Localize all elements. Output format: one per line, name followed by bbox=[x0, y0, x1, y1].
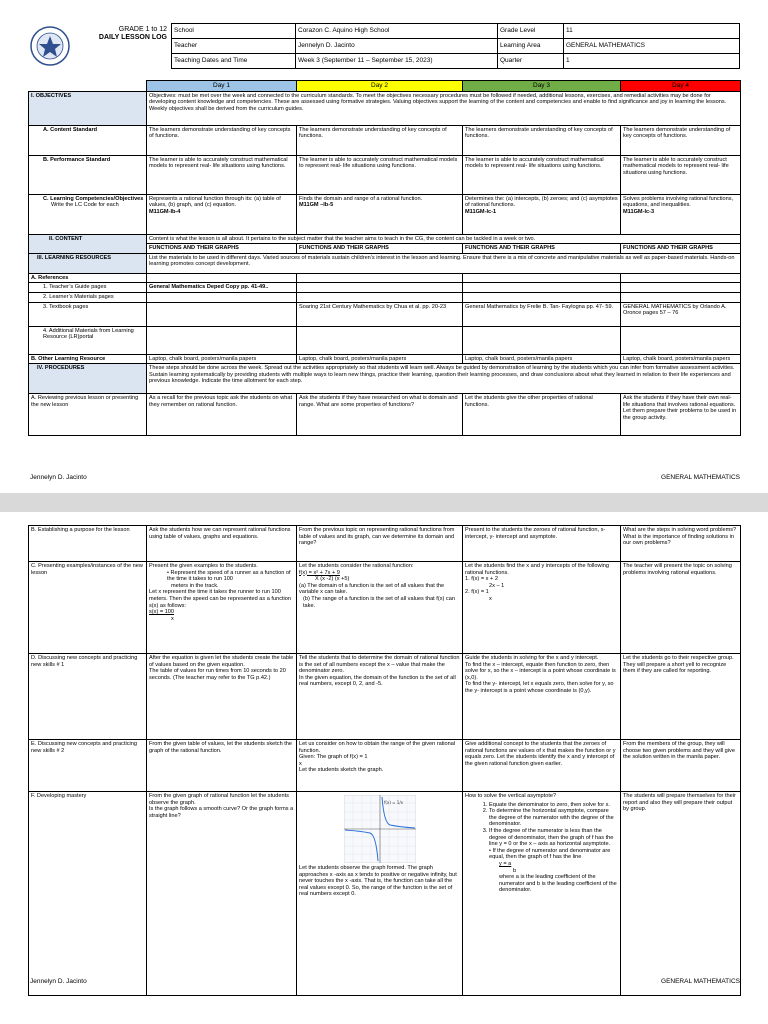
procedure-b-label: B. Establishing a purpose for the lesson bbox=[29, 526, 147, 562]
reciprocal-function-graph bbox=[344, 795, 416, 863]
procedure-c-day-3 bbox=[463, 562, 621, 654]
grade-range: GRADE 1 to 12 bbox=[118, 26, 167, 33]
value-quarter: 1 bbox=[564, 54, 740, 69]
additional-materials-day-3 bbox=[463, 326, 621, 354]
label-grade-level: Grade Level bbox=[498, 24, 564, 39]
procedure-f-day-1: From the given graph of rational function let the students observe the graph. Is the graph follows a smooth curve? Or the graph forms a straight line? bbox=[147, 792, 297, 996]
f2-text: Let the students observe the graph formed. The graph approaches x -axis as x tends to positive or negative infinity, but never touches the x -axis. That is, the function can take all the real values except 0. So, the range of the function is the set of real numbers except 0. bbox=[299, 865, 457, 898]
procedure-e-day-3: Give additional concept to the students that the zeroes of rational functions are values of x that makes the function or y equals zero. Let the students identify the x and y intercept of the given rational function given earlier. bbox=[463, 740, 621, 792]
additional-materials-day-1 bbox=[147, 326, 297, 354]
c3-func-2: 2. f(x) = 1 bbox=[465, 589, 489, 596]
footer-teacher: Jennelyn D. Jacinto bbox=[30, 978, 87, 985]
procedure-a-day-3: Let the students give the other properties of rational functions. bbox=[463, 394, 621, 436]
c2-equation: f(x) = x² + 7x + 9 bbox=[299, 569, 340, 576]
other-resources-row bbox=[29, 354, 741, 364]
value-grade-level: 11 bbox=[564, 24, 740, 39]
references-row bbox=[29, 273, 741, 283]
procedure-d-day-3: Guide the students in solving for the x and y intercept. To find the x – intercept, equate then function to zero, then solve for x, so the x – intercept is a point whose coordinate is (x,0). To find the y- intercept, let x equals zero, then solve for y, so the y- intercept is a point whose coordinate is (0,y). bbox=[463, 654, 621, 740]
content-topic-day-3: FUNCTIONS AND THEIR GRAPHS bbox=[463, 244, 621, 254]
objectives-row bbox=[29, 91, 741, 125]
page-1 bbox=[0, 0, 768, 493]
textbook-row bbox=[29, 302, 741, 326]
additional-materials-label: 4. Additional Materials from Learning Resource (LR)portal bbox=[29, 326, 147, 354]
c1-intro: Present the given examples to the students. bbox=[149, 563, 258, 569]
references-day-3 bbox=[463, 273, 621, 283]
competency-code: M11GM-Ic-3 bbox=[623, 208, 655, 215]
resources-title: III. LEARNING RESOURCES bbox=[29, 253, 147, 273]
content-standard-day-2: The learners demonstrate understanding of key concepts of functions. bbox=[297, 125, 463, 155]
teachers-guide-day-3 bbox=[463, 283, 621, 293]
day-3-header: Day 3 bbox=[463, 81, 621, 92]
learners-materials-day-4 bbox=[621, 293, 741, 303]
grade-block bbox=[72, 23, 171, 69]
asymptote-step: 3. If the degree of the numerator is less than the degree of denominator, then the graph of f has the line y = 0 or the x – axis as horizontal asymptote. bbox=[489, 828, 618, 848]
c3-func-1-den: 2x – 1 bbox=[489, 582, 505, 589]
performance-standard-row bbox=[29, 155, 741, 194]
label-learning-area: Learning Area bbox=[498, 39, 564, 54]
f3-bullet: • If the degree of numerator and denominator are equal, then the graph of f has the line bbox=[489, 847, 611, 861]
header-row-teacher bbox=[172, 39, 740, 54]
log-title: DAILY LESSON LOG bbox=[98, 34, 167, 42]
procedure-d-day-1: After the equation is given let the students create the table of values based on the given equation. The table of values for run times from 10 seconds to 20 seconds. (The teacher may refer to the TG p.42.) bbox=[147, 654, 297, 740]
performance-standard-label: B. Performance Standard bbox=[29, 155, 147, 194]
teachers-guide-day-1: General Mathematics Deped Copy pp. 41-49.. bbox=[147, 283, 297, 293]
textbook-day-3: General Mathematics by Frelie B. Tan- Faylogna pp. 47- 59. bbox=[463, 302, 621, 326]
value-teacher: Jennelyn D. Jacinto bbox=[296, 39, 498, 54]
asymptote-step: 1. Equate the denominator to zero, then solve for x. bbox=[489, 802, 618, 809]
lesson-table-page-1 bbox=[28, 80, 741, 436]
asymptote-step: 2. To determine the horizontal asymptote, compare the degree of the numerator with the degree of the denominator. bbox=[489, 808, 618, 828]
objectives-text: Objectives: must be met over the week and connected to the curriculum standards. To meet the objectives necessary procedures must be followed if needed, additional lessons, exercises, and remedial activities may be done for developing content knowledge and competencies. These are assessed using formative strategies. Valuing objectives support the learning of the content and competencies and enable to find significance and joy in learning the lessons. Weekly objectives shall be derived from the curriculum guides. bbox=[147, 91, 741, 125]
f3-intro: How to solve the vertical asymptote? bbox=[465, 793, 557, 799]
c3-func-1: 1. f(x) = x + 2 bbox=[465, 576, 498, 583]
value-dates: Week 3 (September 11 – September 15, 2023) bbox=[296, 54, 498, 69]
competencies-sublabel: Write the LC Code for each bbox=[51, 202, 119, 209]
procedure-b-day-4: What are the steps in solving word problems? What is the importance of finding solutions in our own problems? bbox=[621, 526, 741, 562]
performance-standard-day-4: The learner is able to accurately construct mathematical models to represent real- life situations using functions. bbox=[621, 155, 741, 194]
procedure-d-row bbox=[29, 654, 741, 740]
c1-equation: s(x) = 100 bbox=[149, 609, 175, 616]
learners-materials-day-3 bbox=[463, 293, 621, 303]
graph-label: f(x) = 1/x bbox=[383, 800, 403, 805]
f3-equation: y = a bbox=[499, 860, 512, 867]
competencies-day-1 bbox=[147, 194, 297, 234]
asymptote-steps bbox=[465, 802, 618, 848]
textbook-day-4: GENERAL MATHEMATICS by Orlando A. Oronce pages 57 – 76 bbox=[621, 302, 741, 326]
day-header-row bbox=[29, 81, 741, 92]
competencies-day-3 bbox=[463, 194, 621, 234]
objectives-title: I. OBJECTIVES bbox=[29, 91, 147, 125]
learners-materials-day-1 bbox=[147, 293, 297, 303]
content-standard-day-4: The learners demonstrate understanding of key concepts of functions. bbox=[621, 125, 741, 155]
procedure-d-label: D. Discussing new concepts and practicing new skills # 1 bbox=[29, 654, 147, 740]
c1-bullet-text: Represent the speed of a runner as a function of the time it takes to run 100 bbox=[167, 569, 291, 583]
c1-bullet: • Represent the speed of a runner as a function of the time it takes to run 100 bbox=[167, 569, 291, 583]
procedure-e-row bbox=[29, 740, 741, 792]
competency-text: Solves problems involving rational functions, equations, and inequalities. bbox=[623, 195, 734, 209]
performance-standard-day-3: The learner is able to accurately construct mathematical models to represent real- life situations using functions. bbox=[463, 155, 621, 194]
competency-text: Determines the: (a) intercepts, (b) zeroes; and (c) asymptotes of rational functions. bbox=[465, 195, 618, 209]
procedures-text: These steps should be done across the week. Spread out the activities appropriately so that students will learn well. Always be guided by demonstration of learning by the students which you can infer from formative assessment activities. Sustain learning systematically by providing students with multiple ways to learn new things, practice their learning, question their learning processes, and draw conclusions about what they learned in relation to their life experiences and previous knowledge. Indicate the time allotment for each step. bbox=[147, 364, 741, 394]
lesson-table-page-2 bbox=[28, 525, 741, 996]
content-topic-day-2: FUNCTIONS AND THEIR GRAPHS bbox=[297, 244, 463, 254]
competencies-row bbox=[29, 194, 741, 234]
c2-range: (b) The range of a function is the set of all values that f(x) can take. bbox=[303, 595, 455, 609]
procedure-b-day-1: Ask the students how we can represent rational functions using table of values, graphs and equations. bbox=[147, 526, 297, 562]
procedure-f-day-4: The students will prepare themselves for their report and also they will prepare their output by group. bbox=[621, 792, 741, 996]
procedure-a-row bbox=[29, 394, 741, 436]
procedure-e-day-4: From the members of the group, they will choose two given problems and they will give the solution written in the manila paper. bbox=[621, 740, 741, 792]
procedure-f-day-2 bbox=[297, 792, 463, 996]
performance-standard-day-1: The learner is able to accurately construct mathematical models to represent real- life situations using functions. bbox=[147, 155, 297, 194]
c3-func-2-den: x bbox=[489, 595, 492, 602]
procedure-a-day-2: Ask the students if they have researched on what is domain and range. What are some properties of functions? bbox=[297, 394, 463, 436]
procedure-d-day-4: Let the students go to their respective group. They will prepare a short yell to recognize them if they are called for reporting. bbox=[621, 654, 741, 740]
content-standard-day-3: The learners demonstrate understanding of key concepts of functions. bbox=[463, 125, 621, 155]
footer-subject: GENERAL MATHEMATICS bbox=[661, 978, 740, 985]
other-resources-day-2: Laptop, chalk board, posters/manila papers bbox=[297, 354, 463, 364]
header-row-school bbox=[172, 24, 740, 39]
learners-materials-row bbox=[29, 293, 741, 303]
procedure-b-row bbox=[29, 526, 741, 562]
competency-code: M11GM –Ib-5 bbox=[299, 202, 334, 209]
content-topic-day-1: FUNCTIONS AND THEIR GRAPHS bbox=[147, 244, 297, 254]
header-table bbox=[171, 23, 740, 69]
procedure-b-day-2: From the previous topic on representing rational functions from table of values and its graph, can we determine its domain and range? bbox=[297, 526, 463, 562]
c2-intro: Let the students consider the rational function: bbox=[299, 563, 414, 569]
header-row-dates bbox=[172, 54, 740, 69]
procedures-title: IV. PROCEDURES bbox=[29, 364, 147, 394]
c1-meters: meters in the track. bbox=[171, 582, 219, 589]
procedure-c-day-4: The teacher will present the topic on solving problems involving rational equations. bbox=[621, 562, 741, 654]
teachers-guide-day-2 bbox=[297, 283, 463, 293]
other-resources-day-3: Laptop, chalk board, posters/manila papers bbox=[463, 354, 621, 364]
c1-denominator: x bbox=[171, 615, 174, 622]
procedure-d-day-2: Tell the students that to determine the domain of rational function is the set of all numbers except the x – value that make the denominator zero. In the given equation, the domain of the function is the set of all real numbers, except 0, 2, and -5. bbox=[297, 654, 463, 740]
c2-denominator: X (x -2) (x +5) bbox=[315, 576, 350, 583]
learners-materials-label: 2. Learner’s Materials pages bbox=[29, 293, 147, 303]
label-teacher: Teacher bbox=[172, 39, 296, 54]
learners-materials-day-2 bbox=[297, 293, 463, 303]
references-label: A. References bbox=[29, 273, 147, 283]
procedure-c-row bbox=[29, 562, 741, 654]
lesson-log-header bbox=[28, 23, 740, 69]
deped-seal-icon bbox=[28, 23, 72, 69]
procedure-a-label: A. Reviewing previous lesson or presenting the new lesson bbox=[29, 394, 147, 436]
c3-intro: Let the students find the x and y intercepts of the following rational functions. bbox=[465, 563, 609, 576]
value-school: Corazon C. Aquino High School bbox=[296, 24, 498, 39]
procedure-b-day-3: Present to the students the zeroes of rational function, x- intercept, y- intercept and asymptote. bbox=[463, 526, 621, 562]
content-standard-day-1: The learners demonstrate understanding of key concepts of functions. bbox=[147, 125, 297, 155]
references-day-2 bbox=[297, 273, 463, 283]
page-2 bbox=[0, 512, 768, 1024]
textbook-label: 3. Textbook pages bbox=[29, 302, 147, 326]
procedures-row bbox=[29, 364, 741, 394]
f3-equation-den: b bbox=[513, 867, 517, 874]
competency-code: M11GM-Ic-1 bbox=[465, 208, 497, 215]
resources-row bbox=[29, 253, 741, 273]
label-dates: Teaching Dates and Time bbox=[172, 54, 296, 69]
additional-materials-day-4 bbox=[621, 326, 741, 354]
resources-text: List the materials to be used in different days. Varied sources of materials sustain children’s interest in the lesson and learning. Ensure that there is a mix of concrete and manipulative materials as well as paper-based materials. Hands-on learning promotes concept development. bbox=[147, 253, 741, 273]
page-separator bbox=[0, 493, 768, 512]
day-1-header: Day 1 bbox=[147, 81, 297, 92]
footer-teacher: Jennelyn D. Jacinto bbox=[30, 474, 87, 481]
c2-domain: (a) The domain of a function is the set of all values that the variable x can take. bbox=[299, 582, 445, 596]
day-2-header: Day 2 bbox=[297, 81, 463, 92]
content-standard-row bbox=[29, 125, 741, 155]
textbook-day-1 bbox=[147, 302, 297, 326]
f3-bullet-text: If the degree of numerator and denominator are equal, then the graph of f has the line bbox=[489, 847, 611, 861]
competencies-day-4 bbox=[621, 194, 741, 234]
procedure-a-day-1: As a recall for the previous topic ask the students on what they remember on rational function. bbox=[147, 394, 297, 436]
other-resources-day-1: Laptop, chalk board, posters/manila papers bbox=[147, 354, 297, 364]
label-quarter: Quarter bbox=[498, 54, 564, 69]
content-row bbox=[29, 234, 741, 244]
procedure-f-label: F. Developing mastery bbox=[29, 792, 147, 996]
competency-code: M11GM-Ib-4 bbox=[149, 208, 181, 215]
performance-standard-day-2: The learner is able to accurately construct mathematical models to represent real- life situations using functions. bbox=[297, 155, 463, 194]
other-resources-label: B. Other Learning Resource bbox=[29, 354, 147, 364]
content-topic-day-4: FUNCTIONS AND THEIR GRAPHS bbox=[621, 244, 741, 254]
procedure-e-label: E. Discussing new concepts and practicing new skills # 2 bbox=[29, 740, 147, 792]
teachers-guide-label: 1. Teacher’s Guide pages bbox=[29, 283, 147, 293]
content-title: II. CONTENT bbox=[29, 234, 147, 253]
procedure-c-day-1 bbox=[147, 562, 297, 654]
footer-subject: GENERAL MATHEMATICS bbox=[661, 474, 740, 481]
value-learning-area: GENERAL MATHEMATICS bbox=[564, 39, 740, 54]
footer-page-2 bbox=[30, 978, 740, 986]
procedure-f-day-3 bbox=[463, 792, 621, 996]
references-day-4 bbox=[621, 273, 741, 283]
procedure-e-day-1: From the given table of values, let the students sketch the graph of the rational function. bbox=[147, 740, 297, 792]
f3-end: where a is the leading coefficient of the numerator and b is the leading coefficient of the denominator. bbox=[499, 874, 617, 894]
competencies-label-cell bbox=[29, 194, 147, 234]
competency-text: Represents a rational function through its: (a) table of values, (b) graph, and (c) equation. bbox=[149, 195, 281, 209]
other-resources-day-4: Laptop, chalk board, posters/manila papers bbox=[621, 354, 741, 364]
c1-rest: Let x represent the time it takes the runner to run 100 meters. Then the speed can be represented as a function s(x) as follows: bbox=[149, 589, 292, 609]
day-4-header: Day 4 bbox=[621, 81, 741, 92]
teachers-guide-row bbox=[29, 283, 741, 293]
procedure-c-label: C. Presenting examples/instances of the new lesson bbox=[29, 562, 147, 654]
teachers-guide-day-4 bbox=[621, 283, 741, 293]
footer-page-1 bbox=[30, 474, 740, 482]
competencies-label: C. Learning Competencies/Objectives bbox=[43, 195, 144, 202]
references-day-1 bbox=[147, 273, 297, 283]
day-header-blank bbox=[29, 81, 147, 92]
competencies-day-2 bbox=[297, 194, 463, 234]
procedure-a-day-4: Ask the students if they have their own real-life situations that involves rational equations. Let them prepare their problems to be used in the group activity. bbox=[621, 394, 741, 436]
content-standard-label: A. Content Standard bbox=[29, 125, 147, 155]
competency-text: Finds the domain and range of a rational function. bbox=[299, 195, 423, 202]
procedure-c-day-2 bbox=[297, 562, 463, 654]
label-school: School bbox=[172, 24, 296, 39]
additional-materials-row bbox=[29, 326, 741, 354]
procedure-e-day-2: Let us consider on how to obtain the range of the given rational function. Given: The graph of f(x) = 1 x Let the students sketch the graph. bbox=[297, 740, 463, 792]
additional-materials-day-2 bbox=[297, 326, 463, 354]
textbook-day-2: Soaring 21st Century Mathematics by Chua et al. pp. 20-23 bbox=[297, 302, 463, 326]
procedure-f-row bbox=[29, 792, 741, 996]
content-text: Content is what the lesson is all about. It pertains to the subject matter that the teacher aims to teach in the CG, the content can be tackled in a week or two. bbox=[147, 234, 741, 244]
